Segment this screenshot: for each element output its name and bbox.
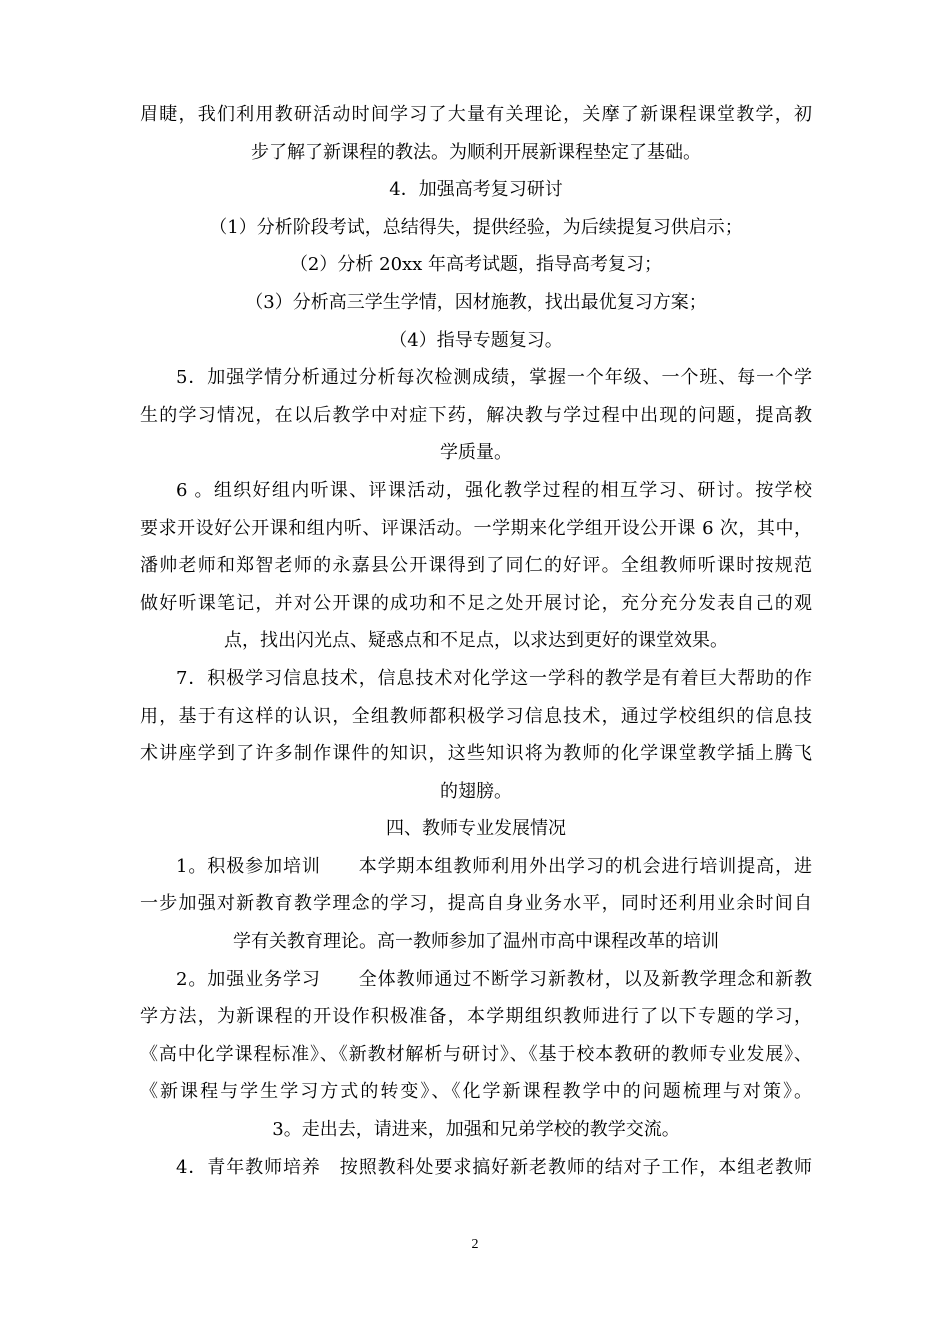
paragraph-line: 6 。组织好组内听课、评课活动，强化教学过程的相互学习、研讨。按学校 <box>176 479 812 501</box>
body-text <box>140 96 812 1186</box>
paragraph-line: 术讲座学到了许多制作课件的知识，这些知识将为教师的化学课堂教学插上腾飞 <box>140 743 812 765</box>
list-item: （2）分析 20xx 年高考试题，指导高考复习； <box>289 254 663 276</box>
paragraph-line: 学有关教育理论。高一教师参加了温州市高中课程改革的培训 <box>233 931 719 953</box>
paragraph-line: 3。走出去，请进来，加强和兄弟学校的教学交流。 <box>272 1119 680 1141</box>
list-item: （3）分析高三学生学情，因材施教，找出最优复习方案； <box>245 291 707 313</box>
paragraph-line: 5．加强学情分析通过分析每次检测成绩，掌握一个年级、一个班、每一个学 <box>176 367 812 389</box>
paragraph-line: 《高中化学课程标准》、《新教材解析与研讨》、《基于校本教研的教师专业发展》、 <box>140 1043 812 1065</box>
paragraph-line: 一步加强对新教育教学理念的学习，提高自身业务水平，同时还利用业余时间自 <box>140 893 812 915</box>
paragraph-line: 1。积极参加培训 本学期本组教师利用外出学习的机会进行培训提高，进 <box>176 855 812 877</box>
page-number: 2 <box>471 1237 479 1252</box>
paragraph-line: 的翅膀。 <box>440 780 512 802</box>
paragraph-line: 7．积极学习信息技术，信息技术对化学这一学科的教学是有着巨大帮助的作 <box>176 667 812 689</box>
paragraph-line: 2。加强业务学习 全体教师通过不断学习新教材，以及新教学理念和新教 <box>176 968 812 990</box>
paragraph-line: 学质量。 <box>440 442 512 464</box>
list-item: （4）指导专题复习。 <box>389 329 563 351</box>
section-heading: 四、教师专业发展情况 <box>386 818 566 840</box>
paragraph-line: 潘帅老师和郑智老师的永嘉县公开课得到了同仁的好评。全组教师听课时按规范 <box>140 555 812 577</box>
section-heading: 4．加强高考复习研讨 <box>389 179 563 201</box>
list-item: （1）分析阶段考试，总结得失，提供经验，为后续提复习供启示； <box>209 216 743 238</box>
paragraph-line: 学方法，为新课程的开设作积极准备，本学期组织教师进行了以下专题的学习， <box>140 1006 812 1028</box>
paragraph-line: 《新课程与学生学习方式的转变》、《化学新课程教学中的问题梳理与对策》。 <box>140 1081 812 1103</box>
paragraph-line: 做好听课笔记，并对公开课的成功和不足之处开展讨论，充分充分发表自己的观 <box>140 592 812 614</box>
paragraph-line: 要求开设好公开课和组内听、评课活动。一学期来化学组开设公开课 6 次，其中， <box>140 517 812 539</box>
paragraph-line: 用，基于有这样的认识，全组教师都积极学习信息技术，通过学校组织的信息技 <box>140 705 812 727</box>
paragraph-line: 点，找出闪光点、疑惑点和不足点，以求达到更好的课堂效果。 <box>224 630 728 652</box>
paragraph-line: 眉睫，我们利用教研活动时间学习了大量有关理论，关摩了新课程课堂教学，初 <box>140 104 812 125</box>
paragraph-line: 4．青年教师培养 按照教科处要求搞好新老教师的结对子工作，本组老教师 <box>176 1156 812 1178</box>
paragraph-line: 步了解了新课程的教法。为顺利开展新课程垫定了基础。 <box>251 141 701 163</box>
paragraph-line: 生的学习情况，在以后教学中对症下药，解决教与学过程中出现的问题，提高教 <box>140 404 812 426</box>
